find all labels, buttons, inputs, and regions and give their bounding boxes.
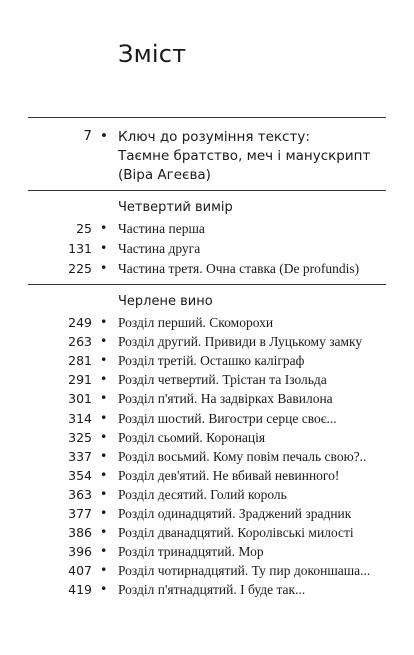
bullet: • [100, 409, 108, 425]
page-number: 7 [83, 128, 92, 144]
toc-entry[interactable] [0, 372, 414, 392]
title-line: (Віра Агеєва) [118, 167, 211, 183]
bullet: • [100, 581, 108, 597]
toc-entry-title: Розділ п'ятнадцятий. І буде так... [118, 582, 306, 598]
page-number: 314 [68, 410, 92, 426]
bullet: • [100, 466, 108, 482]
page-number: 25 [76, 221, 92, 236]
bullet: • [100, 260, 108, 275]
toc-entry[interactable] [0, 449, 414, 469]
toc-entry-title: Розділ четвертий. Трістан та Ізольда [118, 372, 327, 388]
toc-entry[interactable] [0, 525, 414, 545]
section-heading: Четвертий вимір [118, 200, 233, 215]
page-number: 225 [68, 261, 92, 276]
divider [28, 190, 386, 191]
toc-entry-title: Розділ другий. Привиди в Луцькому замку [118, 334, 363, 350]
toc-entry[interactable] [0, 582, 414, 602]
page-number: 131 [68, 241, 92, 256]
toc-entry[interactable] [0, 391, 414, 411]
toc-entry[interactable] [0, 468, 414, 488]
toc-entry[interactable] [0, 241, 414, 261]
page-number: 396 [68, 544, 92, 560]
toc-entry-title: Частина перша [118, 221, 205, 236]
page-number: 281 [68, 353, 92, 369]
bullet: • [100, 128, 108, 144]
toc-entry-title: Розділ п'ятий. На задвірках Вавилона [118, 391, 333, 407]
toc-entry[interactable] [0, 430, 414, 450]
toc-entry-title: Розділ тринадцятий. Мор [118, 544, 264, 560]
page-number: 337 [68, 448, 92, 464]
page-number: 386 [68, 525, 92, 541]
bullet: • [100, 562, 108, 578]
page-number: 291 [68, 372, 92, 388]
bullet: • [100, 447, 108, 463]
toc-entry-title [118, 128, 378, 185]
page-number: 407 [68, 563, 92, 579]
toc-entry-title: Частина друга [118, 241, 201, 256]
page-number: 354 [68, 467, 92, 483]
toc-entry-title: Розділ шостий. Вигостри серце своє... [118, 410, 337, 426]
toc-entry-title: Розділ дев'ятий. Не вбивай невинного! [118, 467, 340, 483]
page-number: 325 [68, 429, 92, 445]
page-number: 249 [68, 315, 92, 330]
toc-entry[interactable] [0, 487, 414, 507]
page-number: 301 [68, 391, 92, 407]
toc-entry-title: Розділ десятий. Голий король [118, 486, 287, 502]
toc-entry[interactable] [0, 544, 414, 564]
divider [28, 284, 386, 285]
toc-entry-title: Розділ третій. Осташко каліграф [118, 353, 305, 369]
toc-entry-title: Розділ восьмий. Кому повім печаль свою?.. [118, 448, 367, 464]
toc-entry-title: Розділ дванадцятий. Королівські милості [118, 525, 354, 541]
title-line: Ключ до розуміння тексту: [118, 129, 310, 145]
page-number: 377 [68, 506, 92, 521]
toc-entry[interactable] [0, 221, 414, 241]
bullet: • [100, 352, 108, 368]
section-heading: Черлене вино [118, 294, 213, 309]
page-number: 419 [68, 582, 92, 598]
toc-entry[interactable] [0, 563, 414, 583]
toc-entry[interactable] [0, 353, 414, 373]
toc-entry[interactable] [0, 411, 414, 431]
toc-entry-title: Розділ сьомий. Коронація [118, 429, 266, 445]
divider [28, 117, 386, 118]
bullet: • [100, 390, 108, 406]
bullet: • [100, 371, 108, 387]
bullet: • [100, 220, 108, 235]
bullet: • [100, 485, 108, 501]
toc-entry[interactable] [0, 334, 414, 354]
bullet: • [100, 543, 108, 559]
bullet: • [100, 240, 108, 255]
title-line: Таємне братство, меч і манускрипт [118, 148, 371, 164]
toc-entry[interactable] [0, 315, 414, 335]
bullet: • [100, 428, 108, 444]
bullet: • [100, 505, 108, 520]
page-number: 363 [68, 486, 92, 502]
bullet: • [100, 314, 108, 329]
page-title: Зміст [118, 40, 187, 68]
page-number: 263 [68, 334, 92, 350]
toc-entry[interactable] [0, 506, 414, 526]
toc-entry-title: Розділ чотирнадцятий. Ту пир доконшаша... [118, 563, 371, 579]
toc-entry-title: Розділ одинадцятий. Зраджений зрадник [118, 506, 352, 521]
bullet: • [100, 524, 108, 540]
toc-entry[interactable] [0, 261, 414, 281]
toc-entry-title: Розділ перший. Скоморохи [118, 315, 274, 330]
bullet: • [100, 333, 108, 349]
toc-entry-title: Частина третя. Очна ставка (De profundis) [118, 261, 360, 276]
